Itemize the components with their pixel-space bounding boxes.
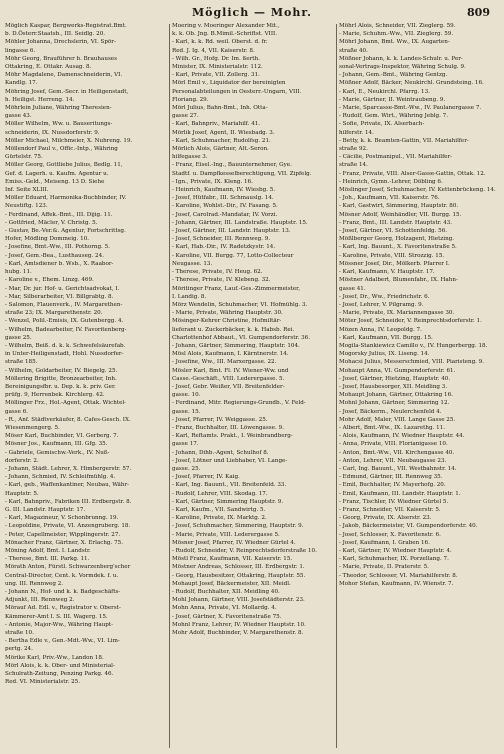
directory-line: schneiderin, IX. Nussdorferstr. 9. bbox=[5, 129, 100, 136]
directory-line: - Josef, Pfarrer, IV. Kaig. bbox=[172, 474, 240, 481]
directory-line: Möhring Josef, Gem.-Secr. in Heiligenstadt, bbox=[5, 88, 129, 95]
directory-line: Mörl Julius, Bahn-Bmt., Inh. Otta- bbox=[172, 105, 268, 112]
running-head: Möglich — Mohr. bbox=[191, 6, 313, 19]
directory-line: - Karoline, Private, VIII. Strozzig. 15. bbox=[339, 252, 445, 259]
directory-line: - Karl, Private, VII. Zollerg. 31. bbox=[172, 72, 260, 79]
directory-line: - Wilhelm, Badearbeiter, IV. Favoritenberg- bbox=[5, 326, 127, 333]
directory-line: straße 92. bbox=[339, 146, 368, 153]
directory-line: - Rudolf, Gem. Wirt., Währing Jeblg. 7. bbox=[339, 113, 449, 120]
directory-line: Mohor Stefan, Kaufmann, IV. Wienstr. 7. bbox=[339, 580, 454, 587]
directory-line: Möllinger Frz., Hol.-Agent, Ottak. Wichtel- bbox=[5, 400, 127, 407]
directory-line: Mözen Anna, IV. Leopoldg. 7. bbox=[339, 326, 422, 333]
directory-line: - Josef, Schneider, III. Rennweg. 9. bbox=[172, 236, 271, 243]
directory-line: in Unter-Heiligenstadt, Hohl. Nussdorfer- bbox=[5, 351, 124, 358]
directory-line: - Karl, geb., Waffenkantiner, Neubau, Währ- bbox=[5, 482, 130, 489]
directory-line: Mössner Josef, Dir., Mölkerb. Pfarrer I. bbox=[339, 260, 450, 267]
directory-line: - Anton, Lehrer, VII. Neubaugasse 23. bbox=[339, 457, 447, 464]
directory-line: Möllering Brigitte, Bronzearbeiter, Inh. bbox=[5, 375, 117, 382]
directory-line: - Alois, Kaufmann, IV. Wiedner Hauptstr. 44. bbox=[339, 433, 465, 440]
directory-line: - Wilh. Gr., Hofg. Dr. Im. ßerth. bbox=[172, 55, 260, 62]
directory-line: Hofer, Mödling Dommeig. 10. bbox=[5, 236, 90, 243]
directory-line: Mörl Emil v., Liquidator der bereinigten bbox=[172, 80, 286, 87]
directory-line: - Josef, Lehrer, V. Pilgramg. 9. bbox=[339, 301, 424, 308]
directory-line: - Josef, Carolrad.-Mandatar, IV. Vorzi. bbox=[172, 211, 278, 218]
directory-line: Möhr Magdalene, Damenschneiderin, VI. bbox=[5, 72, 123, 79]
directory-line: Mohl Johann, Gärtner, VIII. Josefstädterstr. 23. bbox=[172, 597, 305, 604]
directory-line: - Karl, Gastwirt, Simmering, Hauptstr. 80. bbox=[339, 203, 459, 210]
directory-line: Mößner Adolf, Bäcker, Neukirchl. Grundsteing. 16. bbox=[339, 80, 484, 87]
directory-line: - Johann, Gärtner, III. Landstraße. Hauptstr. 15. bbox=[172, 219, 308, 226]
directory-line: Emiss.-Geld., Meiseng. 13 D. Siehe bbox=[5, 178, 105, 185]
directory-line: - Karoline v., Ehem. Linzg. 469. bbox=[5, 277, 94, 284]
directory-line: Central-Director, Cent. k. Vormdek. f. u. bbox=[5, 572, 119, 579]
directory-line: Mörike Karl, Priv.-Ww., Landon 18. bbox=[5, 654, 104, 661]
directory-line: - Marie, Private, IX. Mariannengasse 30. bbox=[339, 310, 455, 317]
directory-line: Mösner Adolf, Weinhändler, VII. Burgg. 15. bbox=[339, 211, 462, 218]
directory-line: G. III. Landstr. Hauptstr. 17. bbox=[5, 506, 86, 513]
directory-line: - Josef, Gärtner, X. Favoritenstraße 75. bbox=[172, 613, 282, 620]
directory-line: Inf. Seite XLIII. bbox=[5, 187, 49, 194]
directory-line: - Betty, k. k. Beamten-Gattin, VII. Mariahilfer- bbox=[339, 137, 469, 144]
directory-line: - Mar, Silberarbeiter, VI. Billgrabtg. 8. bbox=[5, 293, 114, 300]
directory-line: - Johann N., Hof- und k. k. Badgeschäfts- bbox=[5, 589, 121, 596]
directory-line: straße 14. bbox=[339, 162, 368, 169]
directory-line: Mörlich Alois, Gärtner, Alt.-Seron. bbox=[172, 146, 269, 153]
directory-line: Möller Wilhelm, Ww. u. Bauseritungs- bbox=[5, 121, 113, 128]
directory-line: - Karoline, Private, IX. Marktg. 2. bbox=[172, 515, 267, 522]
directory-line: - Josef, Dr., Ww., Friedrichstr. 6. bbox=[339, 293, 430, 300]
directory-line: Kämmerer-Amt I. S. III. Wagerg. 15. bbox=[5, 613, 108, 620]
directory-line: Mohnl Johann, Gärtner, Simmering 12. bbox=[339, 400, 450, 407]
directory-line: - Josef, Hausbesorger, XII. Meidling 3. bbox=[339, 383, 448, 390]
directory-line: Möhrlein Juliane, Währing Theresien- bbox=[5, 105, 112, 112]
directory-line: Schulrath-Zeitung, Penzing Parkg. 46. bbox=[5, 671, 114, 678]
directory-line: - Johann, Städt. Lehrer, X. Himbergerstr. 57. bbox=[5, 465, 132, 472]
directory-line: - Johann, Dihb.-Agent, Schulhof 8. bbox=[172, 449, 269, 456]
directory-line: - Antonie, Major-Ww., Währing Haupt- bbox=[5, 621, 113, 628]
directory-line: - Georg, Private, IX. Alserstr. 23. bbox=[339, 515, 432, 522]
directory-line: Moering v. Moeringer Alexander Mit., bbox=[172, 23, 280, 29]
directory-line: - Karl, Bahnpriv., Mariahilf. 41. bbox=[172, 121, 261, 128]
directory-line: Mohr Adolf, Buchbinder, V. Margarethenstr. 8. bbox=[172, 630, 304, 637]
directory-line: - Gustav, Be.-Ver.&. Agentur, Fortschrittsg. bbox=[5, 228, 126, 235]
directory-line: - Mar, Dr. jur. Hof- u. Gerichtsadvokat, I. bbox=[5, 285, 120, 292]
directory-line: - Theodor, Schlosser, VI. Mariahilferstr. 8. bbox=[339, 572, 458, 579]
column-divider bbox=[336, 24, 337, 748]
directory-line: straße 40. bbox=[339, 47, 368, 54]
directory-line: Mörz Wendelin, Schuhmacher, VI. Hofmühlg. 3. bbox=[172, 301, 308, 308]
directory-line: gasse. 15. bbox=[172, 408, 201, 415]
directory-line: - Marie, Sparcasse-Bmt.-Ww., IV. Paulanergasse 7. bbox=[339, 105, 482, 112]
directory-line: - Salomon, Flauenverk., IV. Margarethen- bbox=[5, 301, 123, 308]
directory-line: I. Landig. 8. bbox=[172, 293, 207, 300]
directory-line: - Georg, Hausbesitzer, Ottakring, Hauptstr. 55. bbox=[172, 572, 306, 579]
directory-line: Kandlg. 17. bbox=[5, 80, 38, 87]
directory-line: pertg. 24. bbox=[5, 646, 33, 653]
directory-line: Mohaupt Johann, Gärtner, Ottakring 16. bbox=[339, 392, 453, 399]
directory-line: Mösner Jos., Kaufmann, III. Gfg. 35. bbox=[5, 441, 108, 448]
directory-line: Mörl Alois, k. k. Ober- und Ministerial- bbox=[5, 662, 115, 669]
directory-line: Red. VI. Ministerialstr. 25. bbox=[5, 679, 81, 686]
directory-line: - Heinrich, Gymn.-Lehrer, Döbling 6. bbox=[339, 178, 443, 185]
directory-line: - Josef, Gärtner, VI. Schottenfeldg. 56. bbox=[339, 228, 448, 235]
directory-line: prüfg. 9, Herrenbek. Kirchlerg. 42. bbox=[5, 392, 105, 399]
directory-line: - Josef, Kaufmann, I. Graben 16. bbox=[339, 539, 430, 546]
directory-line: Mohr Adolf, Maler, VIII. Lange Gasse 25. bbox=[339, 416, 456, 423]
directory-line: - Therese, Private, IV. Klebeng. 32. bbox=[172, 277, 271, 284]
page-number: 809 bbox=[467, 6, 490, 19]
directory-line: Neustiftg. 123. bbox=[5, 203, 48, 210]
directory-line: Neugasse. 13. bbox=[172, 260, 213, 267]
directory-line: Möller Georg, Gottliebe Julius, Bedlg. 11, bbox=[5, 162, 123, 169]
directory-line: Möstl Franz, Kaufmann, VII. Kaiserstr. 15. bbox=[172, 556, 293, 563]
directory-line: - Karl, Gärtner, IV. Wiedner Hauptstr. 4. bbox=[339, 548, 452, 554]
directory-line: - Emil, Buchhalter, IV. Mayerhofg. 20. bbox=[339, 482, 446, 489]
directory-line: - Karl, Kaufm., VII. Sandwirtg. 5. bbox=[172, 506, 266, 513]
directory-line: - Karl, Bahnpriv., Fabriken III. Erdbergstr. 8. bbox=[5, 498, 132, 505]
directory-line: Mohn Anna, Private, VI. Mollardg. 4. bbox=[172, 605, 277, 612]
directory-line: Floriang. 29. bbox=[172, 96, 209, 103]
directory-line: Casse.-Geschäft., VIII. Lederergasse. 5. bbox=[172, 375, 285, 382]
directory-line: - Rudolf, Buchhalter, XII. Meidling 40. bbox=[172, 589, 280, 596]
directory-line: Mohacsi Julius, Messerschmied, VIII. Piaristeng. 9. bbox=[339, 359, 485, 366]
directory-line: - Johann, Gärtner, Simmering, Hauptstr. 104. bbox=[172, 342, 300, 349]
directory-line: - Karl, Hab.-Dir., IV. Radetzkystr. 14. bbox=[172, 244, 276, 251]
directory-line: Möstner Andreas, Schlosser, III. Erdbergstr. 1. bbox=[172, 564, 305, 571]
directory-line: Gürtelstr. 75. bbox=[5, 154, 43, 161]
directory-line: Möller Michael, Milchmeier, X. Nuhreng. 19. bbox=[5, 137, 133, 144]
directory-line: - Therese, Bmt. III. Parkg. 11. bbox=[5, 556, 90, 563]
directory-line: Mohaupt Josef, Bäckermeister, XII. Meidl. bbox=[172, 580, 291, 587]
directory-line: Möser Karl, Buchbinder, VI. Gerberg. 7. bbox=[5, 433, 119, 440]
directory-line: Mösinger-Kehrer Christine, Hofmiltär- bbox=[172, 318, 282, 325]
directory-line: Mohnl Franz, Lehrer, IV. Wiedner Hauptstr. 10. bbox=[172, 621, 306, 628]
directory-line: - Karl, Reftamts. Prakt., I. Weinbrandberg- bbox=[172, 433, 293, 440]
directory-column-2 bbox=[172, 22, 335, 750]
directory-line: lieferant u. Zuckerbäcker, k. k. Habsb. Rei. bbox=[172, 326, 295, 333]
directory-line: - Rudolf, Lehrer, VIII. Skodag. 17. bbox=[172, 490, 268, 497]
directory-line: - Marie, Gärtner, II. Weintraubeng. 9. bbox=[339, 96, 446, 103]
directory-line: straße 23; IX. Margarethenstr. 20. bbox=[5, 310, 103, 317]
directory-line: Mohaupt Anna, VI. Gumpendorferstr. 61. bbox=[339, 367, 456, 374]
directory-line: - Karoline, Wohlst.-Dir., IV. Fasang. 5. bbox=[172, 203, 278, 210]
directory-line: - Gottfried, Mäcler, V. Christg. 5. bbox=[5, 219, 98, 226]
directory-line: - Rudolf, Schneider, V. Reinprechtsdorferstraße 10. bbox=[172, 548, 317, 554]
directory-line: Red. J. Ig. 4, VII. Kaiserstr. 8. bbox=[172, 47, 255, 54]
directory-line: - Karl, Ing. Bauunt., VII. Breitenfeld. 33. bbox=[172, 482, 287, 489]
directory-line: Mösner Josef, Pfarrer, IV. Wiedner Gürtel 4. bbox=[172, 539, 296, 546]
directory-line: - Josefine, Bmt.-Ww., III. Pothorng. 5. bbox=[5, 244, 110, 251]
directory-line: Mogila-Stankiewicz Camillo v., IV. Hungerbergg. 18. bbox=[339, 342, 488, 349]
directory-line: Möning Adolf, Bmt. I. Landstr. bbox=[5, 548, 91, 554]
directory-column-1 bbox=[5, 22, 168, 750]
directory-line: - Jakob, Bäckermeister, VI. Gumpendorferstr. 40. bbox=[339, 523, 478, 530]
directory-line: - Franz, Buchhalter, III. Löwengasse. 9. bbox=[172, 424, 284, 431]
directory-line: - Karl, E., Neukirchl. Pfarrg. 13. bbox=[339, 88, 430, 95]
directory-line: - Josef, Pfarrer, IV. Weiggasse. 25. bbox=[172, 416, 268, 423]
directory-line: - Ferdinand, Affek.-Bmt., III. Dijig. 11. bbox=[5, 211, 113, 218]
directory-line: - Karl, Ing. Bauunt., X. Favoritenstraße 5. bbox=[339, 244, 457, 251]
directory-line: - Josef, Gärtner, Hietzing, Hauptstr. 40. bbox=[339, 375, 451, 382]
directory-line: - Karoline, VII. Burgg. 77, Lotto-Collecteur bbox=[172, 252, 294, 259]
directory-line: Möller Eduard, Harmonika-Buchbinder, IV. bbox=[5, 195, 127, 202]
directory-line: Möter Josef, Schneider, V. Reinprechtsdorferstr. 1. bbox=[339, 318, 482, 325]
column-divider bbox=[169, 24, 170, 748]
directory-line: - Josef, Schuhmacher, Simmering, Hauptstr. 9. bbox=[172, 523, 304, 530]
directory-line: - Ign., Private, IX. Kleng. 16. bbox=[172, 178, 253, 185]
directory-line: - Cäcilie, Postmanipul., VII. Mariahilfer- bbox=[339, 154, 453, 161]
directory-line: Mösl Alois, Kaufmann, I. Kärntnerstr. 14. bbox=[172, 351, 289, 358]
directory-line: Möstner Adalbert, Blumenfabr., IX. Hahn- bbox=[339, 277, 458, 284]
directory-line: - Karl, Gärtner, Simmering Hauptstr. 9. bbox=[172, 498, 284, 505]
directory-line: hubg. 11. bbox=[5, 269, 32, 276]
directory-line: Mößner Johann, k. k. Landes-Schulr. u. Per- bbox=[339, 55, 463, 62]
directory-line: - Peter, Capellmeister, Wipplingerstr. 27. bbox=[5, 531, 121, 538]
directory-line: - Franz, Eisel.-Ing., Bauunternehmer, Gye. bbox=[172, 162, 292, 169]
directory-line: sonal-Vertrags-Inspektor, Währing Schulg. 9. bbox=[339, 64, 466, 71]
directory-line: - Marie, Private, VIII. Lederergasse 5. bbox=[172, 531, 280, 538]
directory-line: - Josefine, Ww., III. Marxergasse. 22. bbox=[172, 359, 277, 366]
directory-line: dorferstr. 2. bbox=[5, 457, 39, 464]
directory-line: - Heinrich, Kaufmann, IV. Wiesbg. 5. bbox=[172, 187, 276, 194]
directory-line: - Anton, Bmt.-Ww., VII. Kirchengasse 40. bbox=[339, 449, 455, 456]
directory-line: b. D.Österr.Staatsb., III. Seidlg. 20. bbox=[5, 31, 106, 38]
directory-line: Wiesenmengerg. 5. bbox=[5, 424, 60, 431]
directory-line: Möglich Kaspar, Bergwerks-Registrat.Bmt. bbox=[5, 23, 127, 29]
directory-line: Mörath Anton, Fürstl. Schwarzenberg'scher bbox=[5, 564, 131, 571]
directory-line: - Bertha Edle v., Gen.-Mdt.-Ww., VI. Lim- bbox=[5, 638, 120, 645]
directory-line: - Karl, Schuhmacher, Rudolfsg. 21. bbox=[172, 137, 271, 144]
directory-line: - Josef, Gärtner, III. Landstr. Hauptstr. 13. bbox=[172, 228, 291, 235]
directory-line: straße 185. bbox=[5, 359, 38, 366]
directory-line: straße 10. bbox=[5, 630, 34, 637]
directory-line: - R., Anf. Städtverkäufer, 8. Cafes-Gesch. IX. bbox=[5, 416, 131, 423]
directory-line: - Karl, Magazineur, V. Schonbrunng. 19. bbox=[5, 515, 119, 522]
directory-line: - Emil, Kaufmann, III. Landstr. Hauptstr. 1. bbox=[339, 490, 461, 497]
directory-line: - Karl, Schuhmacher, IX. Porzellang. 7. bbox=[339, 556, 449, 563]
directory-line: - Therese, Private, IV. Heug. 62. bbox=[172, 269, 263, 276]
directory-line: - Wilhelm, Beiß. d. k. k. Schwefelsäurefab. bbox=[5, 342, 126, 349]
directory-line: gasse 41. bbox=[339, 285, 366, 292]
directory-line: h. Heiligst. Herreng. 14. bbox=[5, 96, 75, 103]
directory-line: Adjunkt, III. Rennweg 2. bbox=[5, 597, 75, 604]
directory-line: - Wenzel, Polil.-Emisis, IX. Gutenbergg. 4. bbox=[5, 318, 124, 325]
directory-line: Möhler Johanna, Drechslerin, VI. Spör- bbox=[5, 39, 116, 46]
directory-line: - Wilhelm, Goldarbeiter, IV. Biegelg. 25. bbox=[5, 367, 118, 374]
directory-line: Stadtf. u. Dampfkesselberechtigung, VII. Zipfelg. bbox=[172, 170, 312, 177]
directory-line: hilfegasse 3. bbox=[172, 154, 208, 161]
directory-line: - Franz, Private, VIII. Alser-Gasse-Gattin, Ottak. 12. bbox=[339, 170, 486, 177]
directory-line: lingasse 6. bbox=[5, 47, 36, 54]
directory-line: - Josef, Gem.-Bea., Lusthauseg. 24. bbox=[5, 252, 104, 259]
directory-line: - Johann, Schmied, IV. Schleifmühlg. 4. bbox=[5, 474, 116, 481]
directory-line: Möllendorf Paul v., Offic.-Intp., Währing bbox=[5, 146, 118, 153]
directory-line: Personalabteilungen in Oesterr.-Ungarn, VIII. bbox=[172, 88, 302, 95]
directory-line: Mösler Karl, Bmt. Fl. IV. Wiener-Ww. und bbox=[172, 367, 289, 374]
directory-line: - Ferdinand, Mitr. Regierungs-Grundb., V. Feld- bbox=[172, 400, 306, 407]
directory-line: Ottakring, E. Ottakr. Ausag. 8. bbox=[5, 64, 92, 71]
directory-line: Bereinigungsfbr. u. Dep. k. k. priv. Ger. bbox=[5, 383, 116, 390]
directory-line: - Marie, Private, II. Praterstr. 5. bbox=[339, 564, 429, 571]
directory-line: - Franz, Tischler, IV. Wiedner Gürtel 5. bbox=[339, 498, 449, 505]
directory-line: Mörlik Josef, Agent, II. Wiesbadg. 3. bbox=[172, 129, 275, 136]
directory-line: - Karl, Kaufmann, V. Hauptstr. 17. bbox=[339, 269, 435, 276]
directory-line: gasse. 10. bbox=[172, 392, 201, 399]
directory-line: Mörauf Ad. Edl. v., Registrator v. Oberst- bbox=[5, 605, 121, 612]
directory-line: - Josef, Gebr. Weißer, VII. Breitenfelder- bbox=[172, 383, 285, 390]
directory-line: - Josef, Hütfabr., III. Schmauslg. 14. bbox=[172, 195, 274, 202]
directory-line: Möhrl Alois, Schneider, VII. Zieglerg. 59. bbox=[339, 23, 456, 29]
directory-line: Möhrl Johann, Bmt. Ww., IX. Augarten- bbox=[339, 39, 450, 46]
directory-line: - Edmund, Gärtner, III. Rennweg 35. bbox=[339, 474, 443, 481]
directory-line: - Sofie, Private, IX. Alserbach- bbox=[339, 121, 425, 128]
directory-line: Möslinger Josef, Schuhmacher, IV. Kettenbrückeng. 14. bbox=[339, 187, 496, 194]
directory-line: Hauptstr. 5. bbox=[5, 490, 39, 497]
directory-line: - Albert, Bmt.-Ww., IX. Lazarethg. 11. bbox=[339, 424, 446, 431]
directory-line: Mönacher Franz, Gärtner, X. Erlachg. 75. bbox=[5, 539, 123, 546]
directory-line: gasse 6. bbox=[5, 408, 29, 415]
directory-line: - Franz, Schneider, VII. Kaiserstr. 5. bbox=[339, 506, 441, 513]
directory-line: - Gabriele, Gemischw.-Verk., IV. Nuß- bbox=[5, 449, 110, 456]
directory-line: Mogorsky Julius, IX. Liseng. 14. bbox=[339, 351, 430, 358]
directory-line: k. k. Ob. Jng. B.Mimil.-Schriftst. VIII. bbox=[172, 31, 278, 38]
directory-line: - Joh., Kaufmann, VII. Kaiserstr. 76. bbox=[339, 195, 440, 202]
directory-line: Charlottenhof Abbaut., VI. Gumpendorferstr. 36. bbox=[172, 334, 310, 341]
directory-line: Minister, IX. Ministerialstr. 112. bbox=[172, 64, 263, 71]
directory-line: - Carl, Ing. Bauunt., VII. Westbahnstr. 14. bbox=[339, 465, 457, 472]
directory-line: Möhr Georg, Brauführer b. Brauhauses bbox=[5, 55, 117, 62]
directory-line: - Karl, Kaufmann, VII. Burgg. 15. bbox=[339, 334, 433, 341]
directory-line: - Josef, Bäckerm., Neulerchenfeld 4. bbox=[339, 408, 442, 415]
directory-line: - Karl, k. k. Rd. weil. Oberst. d. fr. bbox=[172, 39, 268, 46]
directory-line: gasse 25. bbox=[5, 334, 32, 341]
directory-line: Möritinger Franz, Lauf.-Ges.-Zimmermeister, bbox=[172, 285, 300, 292]
directory-line: - Josef, Lötner und Liebhaber, VI. Lange- bbox=[172, 457, 288, 464]
directory-line: - Marie, Private, Währing Hauptstr. 30. bbox=[172, 310, 283, 317]
directory-line: - Johann, Gem.-Bmt., Währing Gentzg. bbox=[339, 72, 448, 79]
page-header bbox=[0, 6, 504, 22]
directory-line: - Anna, Private, VIII. Florianigasse 10. bbox=[339, 441, 448, 448]
directory-line: - Franz, Bmt., III. Landstr. Hauptstr. 43. bbox=[339, 219, 453, 226]
directory-line: - Josef, Schlosser, X. Favoritenstr. 6. bbox=[339, 531, 441, 538]
directory-line: - Leopoldine, Private, VI. Anzengruberg. 18. bbox=[5, 523, 131, 530]
directory-line: gasse 27. bbox=[172, 113, 199, 120]
directory-line: gasse 17. bbox=[172, 441, 199, 448]
directory-line: - Marie, Schuhm.-Ww., VII. Zieglerg. 59. bbox=[339, 31, 454, 38]
directory-line: gasse. 25. bbox=[172, 465, 201, 472]
directory-line: gasse 43. bbox=[5, 113, 32, 120]
directory-line: ung. III. Rennweg 2. bbox=[5, 580, 64, 587]
directory-column-3 bbox=[339, 22, 500, 750]
directory-line: Mößlberger Georg, Holzagent, Hietzing. bbox=[339, 236, 455, 243]
directory-line: hilferstr. 14. bbox=[339, 129, 374, 136]
directory-line: - Karl, Amtsdiener b. Wsb., X. Raabor- bbox=[5, 260, 114, 267]
directory-line: Gef. d. Lagerh. u. Kaufm. Agentur u. bbox=[5, 170, 109, 177]
